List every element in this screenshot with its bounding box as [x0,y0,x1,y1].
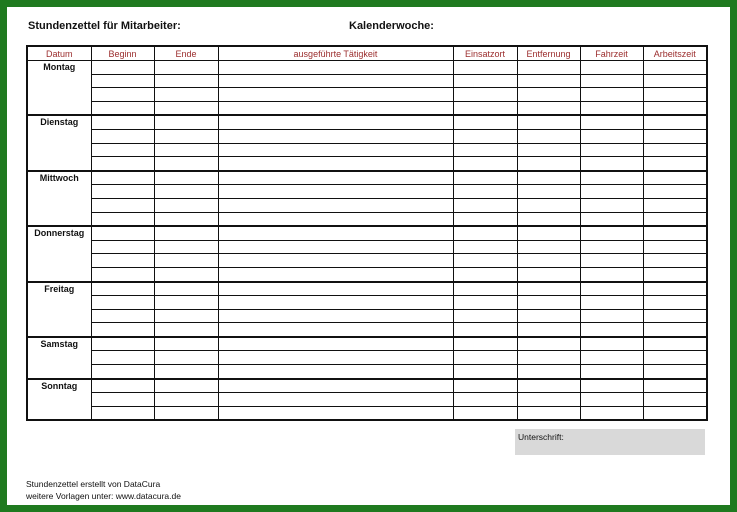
entry-cell[interactable] [517,171,580,185]
table-row [27,171,707,185]
entry-cell[interactable] [643,226,707,240]
entry-cell[interactable] [91,129,154,143]
entry-cell[interactable] [218,365,453,379]
entry-cell[interactable] [218,115,453,129]
day-label: Samstag [27,337,91,379]
entry-cell[interactable] [154,185,218,199]
entry-cell[interactable] [453,212,517,226]
entry-cell[interactable] [643,129,707,143]
entry-cell[interactable] [643,101,707,115]
entry-cell[interactable] [91,198,154,212]
entry-cell[interactable] [453,337,517,351]
entry-cell[interactable] [643,323,707,337]
column-header: Arbeitszeit [643,46,707,61]
entry-cell[interactable] [218,282,453,296]
entry-cell[interactable] [643,379,707,393]
table-row [27,254,707,268]
entry-cell[interactable] [218,171,453,185]
entry-cell[interactable] [580,240,643,254]
entry-cell[interactable] [91,267,154,281]
employee-label: Stundenzettel für Mitarbeiter: [28,20,181,32]
entry-cell[interactable] [154,240,218,254]
entry-cell[interactable] [91,309,154,323]
entry-cell[interactable] [154,351,218,365]
entry-cell[interactable] [154,226,218,240]
entry-cell[interactable] [580,296,643,310]
day-label: Donnerstag [27,226,91,281]
table-row [27,393,707,407]
day-label: Mittwoch [27,171,91,226]
table-row [27,115,707,129]
entry-cell[interactable] [517,393,580,407]
entry-cell[interactable] [580,157,643,171]
entry-cell[interactable] [218,351,453,365]
entry-cell[interactable] [643,185,707,199]
table-row [27,129,707,143]
entry-cell[interactable] [517,254,580,268]
table-row [27,379,707,393]
entry-cell[interactable] [218,198,453,212]
entry-cell[interactable] [517,61,580,75]
column-header: ausgeführte Tätigkeit [218,46,453,61]
entry-cell[interactable] [517,198,580,212]
table-row [27,309,707,323]
entry-cell[interactable] [580,282,643,296]
entry-cell[interactable] [154,101,218,115]
entry-cell[interactable] [91,393,154,407]
entry-cell[interactable] [453,309,517,323]
entry-cell[interactable] [580,61,643,75]
entry-cell[interactable] [517,101,580,115]
column-header: Entfernung [517,46,580,61]
entry-cell[interactable] [91,61,154,75]
entry-cell[interactable] [643,365,707,379]
entry-cell[interactable] [453,129,517,143]
entry-cell[interactable] [91,282,154,296]
table-row [27,296,707,310]
entry-cell[interactable] [91,88,154,102]
entry-cell[interactable] [643,351,707,365]
entry-cell[interactable] [580,379,643,393]
entry-cell[interactable] [517,351,580,365]
entry-cell[interactable] [580,88,643,102]
entry-cell[interactable] [453,254,517,268]
entry-cell[interactable] [453,365,517,379]
entry-cell[interactable] [91,143,154,157]
entry-cell[interactable] [517,365,580,379]
entry-cell[interactable] [643,267,707,281]
entry-cell[interactable] [453,226,517,240]
entry-cell[interactable] [453,61,517,75]
footer-credit: Stundenzettel erstellt von DataCura [26,479,161,489]
entry-cell[interactable] [91,351,154,365]
table-row [27,61,707,75]
entry-cell[interactable] [643,406,707,420]
entry-cell[interactable] [154,61,218,75]
day-label: Dienstag [27,115,91,170]
entry-cell[interactable] [218,157,453,171]
entry-cell[interactable] [517,226,580,240]
table-row [27,282,707,296]
header-row [27,46,707,61]
entry-cell[interactable] [517,157,580,171]
entry-cell[interactable] [91,185,154,199]
entry-cell[interactable] [218,254,453,268]
entry-cell[interactable] [643,115,707,129]
entry-cell[interactable] [91,296,154,310]
table-row [27,351,707,365]
entry-cell[interactable] [154,157,218,171]
footer-link: weitere Vorlagen unter: www.datacura.de [26,491,181,501]
table-row [27,88,707,102]
entry-cell[interactable] [154,171,218,185]
column-header: Datum [27,46,91,61]
entry-cell[interactable] [453,171,517,185]
entry-cell[interactable] [154,267,218,281]
entry-cell[interactable] [218,240,453,254]
entry-cell[interactable] [154,296,218,310]
entry-cell[interactable] [91,115,154,129]
entry-cell[interactable] [580,74,643,88]
entry-cell[interactable] [517,337,580,351]
entry-cell[interactable] [643,393,707,407]
entry-cell[interactable] [580,143,643,157]
entry-cell[interactable] [643,88,707,102]
entry-cell[interactable] [517,406,580,420]
entry-cell[interactable] [643,337,707,351]
entry-cell[interactable] [580,393,643,407]
entry-cell[interactable] [453,157,517,171]
entry-cell[interactable] [643,254,707,268]
entry-cell[interactable] [580,185,643,199]
entry-cell[interactable] [643,157,707,171]
entry-cell[interactable] [154,365,218,379]
entry-cell[interactable] [154,143,218,157]
table-row [27,212,707,226]
entry-cell[interactable] [643,240,707,254]
entry-cell[interactable] [517,296,580,310]
entry-cell[interactable] [218,74,453,88]
entry-cell[interactable] [517,309,580,323]
table-row [27,267,707,281]
entry-cell[interactable] [154,323,218,337]
entry-cell[interactable] [580,323,643,337]
entry-cell[interactable] [580,267,643,281]
entry-cell[interactable] [453,351,517,365]
entry-cell[interactable] [218,212,453,226]
entry-cell[interactable] [218,379,453,393]
table-row [27,323,707,337]
signature-field[interactable] [515,429,705,455]
entry-cell[interactable] [91,101,154,115]
entry-cell[interactable] [453,393,517,407]
entry-cell[interactable] [91,226,154,240]
entry-cell[interactable] [218,101,453,115]
entry-cell[interactable] [453,282,517,296]
day-label: Sonntag [27,379,91,421]
entry-cell[interactable] [218,267,453,281]
entry-cell[interactable] [154,393,218,407]
entry-cell[interactable] [580,254,643,268]
entry-cell[interactable] [643,212,707,226]
entry-cell[interactable] [154,212,218,226]
entry-cell[interactable] [643,309,707,323]
table-row [27,157,707,171]
entry-cell[interactable] [218,88,453,102]
entry-cell[interactable] [91,171,154,185]
entry-cell[interactable] [91,212,154,226]
entry-cell[interactable] [580,351,643,365]
entry-cell[interactable] [517,282,580,296]
day-label: Freitag [27,282,91,337]
entry-cell[interactable] [154,337,218,351]
entry-cell[interactable] [154,379,218,393]
entry-cell[interactable] [453,379,517,393]
table-row [27,101,707,115]
column-header: Einsatzort [453,46,517,61]
table-row [27,74,707,88]
entry-cell[interactable] [91,337,154,351]
entry-cell[interactable] [643,296,707,310]
timesheet-page [7,7,730,505]
table-row [27,240,707,254]
table-row [27,185,707,199]
entry-cell[interactable] [154,254,218,268]
entry-cell[interactable] [517,212,580,226]
entry-cell[interactable] [218,296,453,310]
entry-cell[interactable] [91,406,154,420]
entry-cell[interactable] [453,143,517,157]
column-header: Fahrzeit [580,46,643,61]
table-body [27,61,707,421]
entry-cell[interactable] [580,129,643,143]
entry-cell[interactable] [154,198,218,212]
entry-cell[interactable] [517,379,580,393]
column-header: Ende [154,46,218,61]
entry-cell[interactable] [218,393,453,407]
entry-cell[interactable] [453,240,517,254]
entry-cell[interactable] [580,406,643,420]
table-row [27,406,707,420]
entry-cell[interactable] [517,323,580,337]
entry-cell[interactable] [218,143,453,157]
entry-cell[interactable] [517,88,580,102]
table-row [27,143,707,157]
entry-cell[interactable] [580,337,643,351]
entry-cell[interactable] [154,115,218,129]
entry-cell[interactable] [218,323,453,337]
entry-cell[interactable] [91,74,154,88]
day-label: Montag [27,61,91,116]
entry-cell[interactable] [154,129,218,143]
entry-cell[interactable] [453,296,517,310]
signature-label: Unterschrift: [518,432,564,442]
entry-cell[interactable] [580,171,643,185]
entry-cell[interactable] [643,171,707,185]
table-row [27,337,707,351]
entry-cell[interactable] [643,74,707,88]
entry-cell[interactable] [91,365,154,379]
entry-cell[interactable] [643,198,707,212]
entry-cell[interactable] [154,282,218,296]
entry-cell[interactable] [453,323,517,337]
entry-cell[interactable] [218,337,453,351]
entry-cell[interactable] [580,309,643,323]
entry-cell[interactable] [517,267,580,281]
entry-cell[interactable] [580,226,643,240]
entry-cell[interactable] [218,185,453,199]
timesheet-table [26,45,708,421]
column-header: Beginn [91,46,154,61]
entry-cell[interactable] [453,74,517,88]
entry-cell[interactable] [517,143,580,157]
entry-cell[interactable] [453,101,517,115]
entry-cell[interactable] [580,101,643,115]
table-row [27,226,707,240]
entry-cell[interactable] [643,282,707,296]
entry-cell[interactable] [453,88,517,102]
entry-cell[interactable] [517,115,580,129]
entry-cell[interactable] [91,254,154,268]
entry-cell[interactable] [517,185,580,199]
entry-cell[interactable] [517,240,580,254]
entry-cell[interactable] [154,309,218,323]
entry-cell[interactable] [218,129,453,143]
entry-cell[interactable] [218,309,453,323]
entry-cell[interactable] [517,129,580,143]
entry-cell[interactable] [453,115,517,129]
entry-cell[interactable] [91,157,154,171]
table-row [27,365,707,379]
entry-cell[interactable] [580,212,643,226]
entry-cell[interactable] [453,267,517,281]
entry-cell[interactable] [580,365,643,379]
entry-cell[interactable] [91,240,154,254]
entry-cell[interactable] [580,115,643,129]
entry-cell[interactable] [218,61,453,75]
entry-cell[interactable] [643,143,707,157]
entry-cell[interactable] [154,88,218,102]
entry-cell[interactable] [91,323,154,337]
entry-cell[interactable] [517,74,580,88]
entry-cell[interactable] [154,406,218,420]
entry-cell[interactable] [580,198,643,212]
entry-cell[interactable] [643,61,707,75]
table-row [27,198,707,212]
entry-cell[interactable] [218,226,453,240]
week-label: Kalenderwoche: [349,20,434,32]
entry-cell[interactable] [453,185,517,199]
entry-cell[interactable] [154,74,218,88]
entry-cell[interactable] [453,198,517,212]
entry-cell[interactable] [91,379,154,393]
entry-cell[interactable] [218,406,453,420]
entry-cell[interactable] [453,406,517,420]
